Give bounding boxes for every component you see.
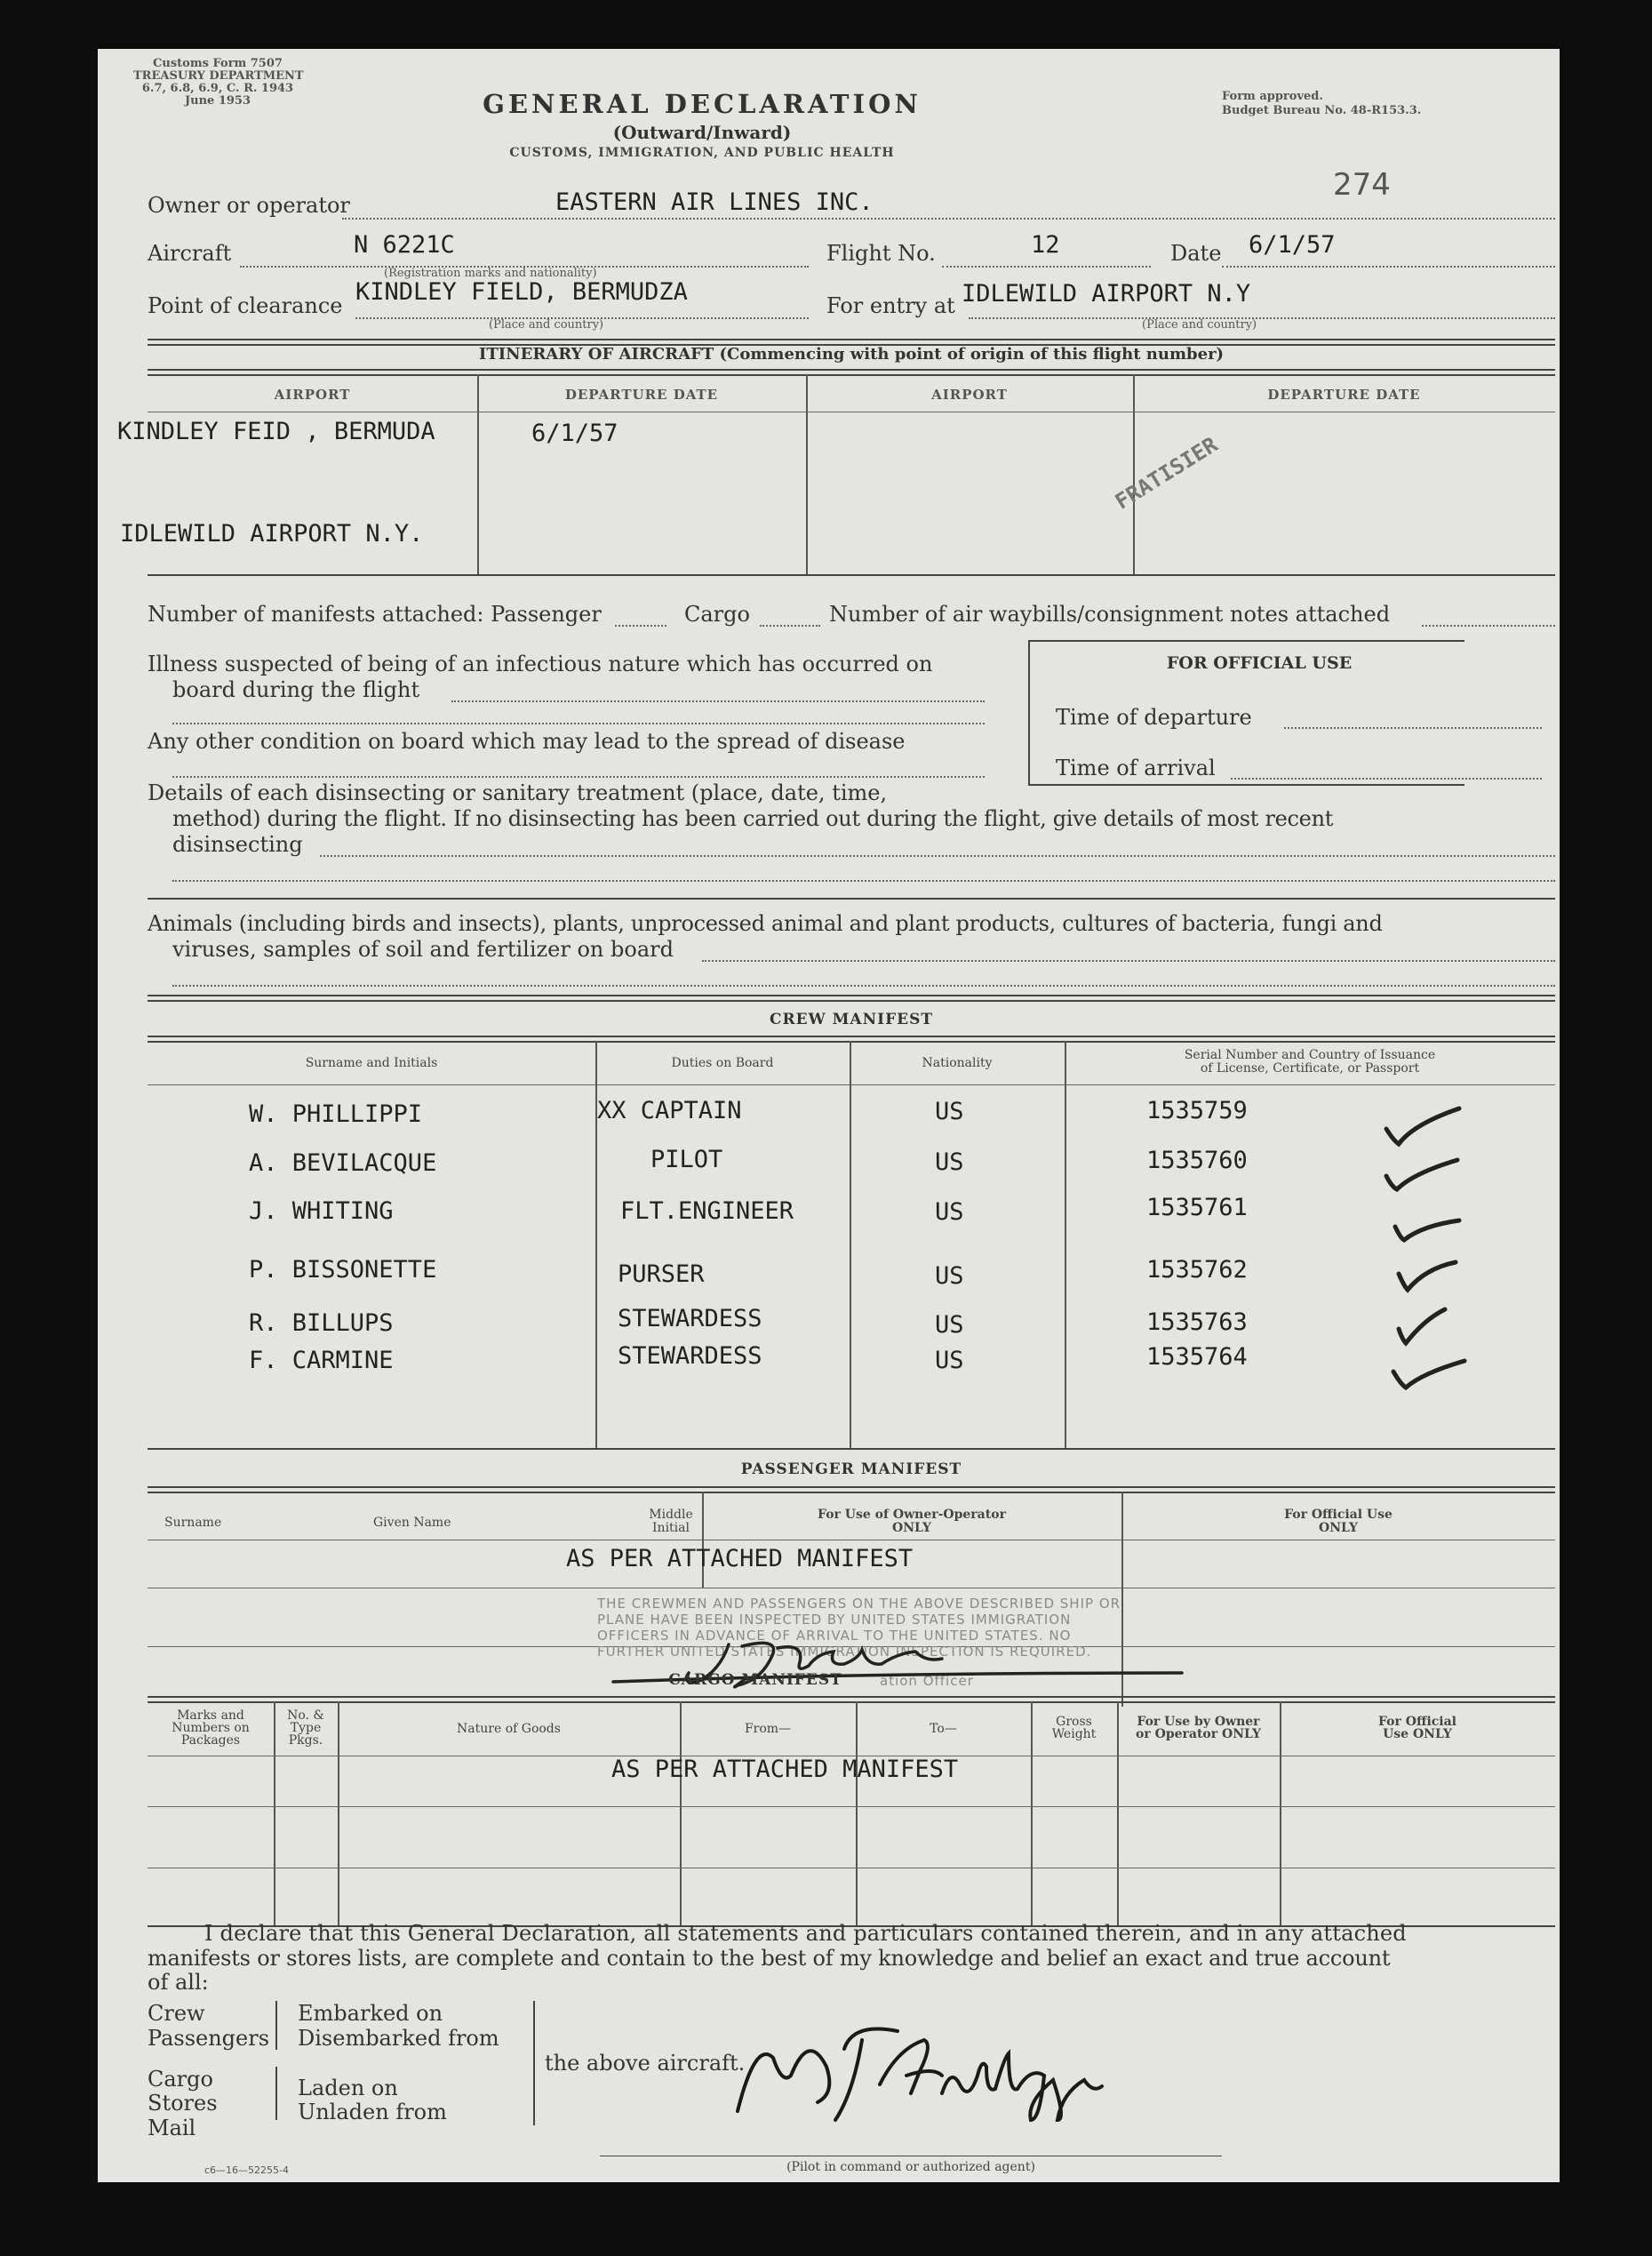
declaration-brace [533, 2001, 535, 2125]
cargo-count-line [760, 625, 820, 627]
illness-question-cont: board during the flight [172, 677, 420, 702]
declaration-line: of all: [148, 1970, 209, 1995]
page-subtitle: (Outward/Inward) [612, 122, 792, 143]
crew-duty: STEWARDESS [618, 1342, 762, 1370]
crew-nationality: US [935, 1198, 964, 1226]
col-airport-left: AIRPORT [274, 387, 351, 403]
animals-answer-line [172, 985, 1555, 987]
crew-serial: 1535759 [1146, 1097, 1248, 1124]
aircraft-note: (Registration marks and nationality) [384, 267, 597, 280]
disinsecting-answer-line [172, 880, 1555, 882]
crew-duty: XX CAPTAIN [597, 1097, 742, 1124]
crew-name: W. PHILLIPPI [249, 1100, 423, 1128]
col-official-use [1121, 1508, 1555, 1535]
col-departure-right: DEPARTURE DATE [1267, 387, 1421, 403]
stamp-line: THE CREWMEN AND PASSENGERS ON THE ABOVE DESCRIBED SHIP OR [597, 1596, 1121, 1612]
illness-answer-line [451, 700, 985, 702]
crew-duty: PILOT [650, 1146, 723, 1173]
date-value: 6/1/57 [1249, 231, 1336, 259]
crew-nationality: US [935, 1311, 964, 1339]
form-sheet [98, 49, 1560, 2182]
crew-name: P. BISSONETTE [249, 1256, 437, 1284]
itinerary-origin-airport: KINDLEY FEID , BERMUDA [117, 418, 435, 445]
col-middle-initial [640, 1508, 702, 1535]
col-cargo-owner-line: For Use by Owner [1137, 1715, 1260, 1729]
check-mark-icon [1395, 1220, 1459, 1240]
col-marks-numbers [148, 1709, 274, 1747]
col-official-line: ONLY [1319, 1521, 1358, 1535]
itinerary-header-rule [148, 369, 1555, 376]
col-gross-line: Gross [1056, 1715, 1092, 1729]
col-departure-left: DEPARTURE DATE [564, 387, 719, 403]
agencies: CUSTOMS, IMMIGRATION, AND PUBLIC HEALTH [509, 146, 895, 160]
owner-label: Owner or operator [148, 193, 350, 218]
clearance-place-note: (Place and country) [489, 318, 604, 332]
aircraft-label: Aircraft [148, 241, 232, 266]
time-of-arrival-field[interactable] [1231, 778, 1542, 780]
stamp-line: FURTHER UNITED STATES IMMIGRATION INSPECTION IS REQUIRED. [597, 1644, 1092, 1660]
crew-name: F. CARMINE [249, 1347, 394, 1374]
declaration-laden: Laden on [298, 2076, 398, 2100]
cargo-header-rule [148, 1696, 1555, 1703]
cargo-count-label: Cargo [684, 602, 750, 627]
col-cargo-owner-line: or Operator ONLY [1136, 1727, 1261, 1741]
crew-check-marks [1360, 1071, 1555, 1444]
waybills-line [1422, 625, 1555, 627]
crew-nationality: US [935, 1098, 964, 1125]
col-serial-line: Serial Number and Country of Issuance [1184, 1048, 1436, 1062]
declaration-mail: Mail [148, 2116, 196, 2140]
col-duties: Duties on Board [671, 1056, 774, 1070]
col-cargo-owner-use [1117, 1716, 1280, 1740]
print-code: c6—16—52255-4 [204, 2164, 290, 2176]
itinerary-origin-date: 6/1/57 [531, 420, 619, 447]
check-mark-icon [1386, 1160, 1457, 1189]
col-cargo-official-line: For Official [1378, 1715, 1456, 1729]
illness-question: Illness suspected of being of an infectious nature which has occurred on [148, 652, 933, 676]
declaration-brace [275, 2001, 277, 2050]
time-of-departure-label: Time of departure [1056, 705, 1252, 730]
col-gross-line: Weight [1051, 1727, 1097, 1741]
col-marks-line: Marks and [177, 1708, 244, 1723]
col-official-line: For Official Use [1284, 1508, 1393, 1522]
col-number-type [274, 1709, 338, 1747]
col-nature-of-goods: Nature of Goods [457, 1722, 561, 1736]
animals-question: Animals (including birds and insects), plants, unprocessed animal and plant products, cultures of bacteria, fungi and [148, 911, 1383, 936]
itinerary-divider [806, 374, 808, 574]
col-owner-operator [702, 1508, 1121, 1535]
col-cargo-official-line: Use ONLY [1383, 1727, 1452, 1741]
col-marks-line: Numbers on [172, 1721, 250, 1735]
disinsecting-question: Details of each disinsecting or sanitary treatment (place, date, time, [148, 780, 888, 805]
passenger-header-rule [148, 1486, 1555, 1493]
col-from: From— [744, 1722, 792, 1736]
col-serial-line: of License, Certificate, or Passport [1200, 1061, 1420, 1076]
page-title: GENERAL DECLARATION [483, 89, 922, 119]
animals-answer-line [702, 960, 1555, 962]
passenger-title: PASSENGER MANIFEST [740, 1460, 962, 1478]
manifests-label: Number of manifests attached: Passenger [148, 602, 602, 627]
handwritten-number: 274 [1333, 167, 1391, 203]
col-cargo-official-use [1280, 1716, 1555, 1740]
department: TREASURY DEPARTMENT [133, 69, 304, 83]
crew-duty: FLT.ENGINEER [620, 1197, 794, 1225]
col-gross-weight [1031, 1716, 1117, 1740]
col-number-line: Type [290, 1721, 322, 1735]
col-passenger-given-name: Given Name [373, 1516, 451, 1530]
itinerary-destination-airport: IDLEWILD AIRPORT N.Y. [120, 520, 424, 548]
entry-place-note: (Place and country) [1142, 318, 1257, 332]
pilot-signature [720, 2004, 1289, 2147]
crew-serial: 1535762 [1146, 1256, 1248, 1284]
animals-question-cont: viruses, samples of soil and fertilizer on board [172, 937, 674, 962]
crew-top-rule [148, 995, 1555, 1002]
budget-bureau-number: Budget Bureau No. 48-R153.3. [1222, 104, 1422, 117]
owner-value: EASTERN AIR LINES INC. [555, 188, 874, 216]
declaration-unladen: Unladen from [298, 2100, 447, 2124]
col-passenger-surname: Surname [164, 1516, 222, 1530]
form-approval [1222, 90, 1421, 118]
flight-label: Flight No. [826, 241, 936, 266]
waybills-label: Number of air waybills/consignment notes attached [829, 602, 1391, 627]
disinsecting-answer-line [320, 855, 1555, 857]
stamp-line: OFFICERS IN ADVANCE OF ARRIVAL TO THE UNITED STATES. NO [597, 1628, 1072, 1644]
passenger-count-line [615, 625, 666, 627]
declaration-line: manifests or stores lists, are complete and contain to the best of my knowledge and belief an exact and true account [148, 1946, 1391, 1971]
declaration-crew: Crew [148, 2001, 205, 2026]
itinerary-bottom-rule [148, 574, 1555, 576]
clearance-label: Point of clearance [148, 293, 343, 318]
crew-name: J. WHITING [249, 1197, 394, 1225]
crew-divider [850, 1041, 851, 1448]
crew-nationality: US [935, 1148, 964, 1176]
crew-nationality: US [935, 1262, 964, 1290]
declaration-brace [275, 2067, 277, 2120]
crew-divider [1065, 1041, 1066, 1448]
owner-line [342, 218, 1555, 220]
disinsecting-question-end: disinsecting [172, 832, 303, 857]
condition-question: Any other condition on board which may lead to the spread of disease [148, 729, 906, 754]
col-marks-line: Packages [180, 1733, 241, 1748]
crew-name: A. BEVILACQUE [249, 1149, 437, 1177]
passenger-typed-entry: AS PER ATTACHED MANIFEST [566, 1545, 914, 1572]
cargo-typed-entry: AS PER ATTACHED MANIFEST [611, 1756, 959, 1783]
col-number-line: No. & [287, 1708, 324, 1723]
declaration-cargo: Cargo [148, 2067, 213, 2092]
crew-serial: 1535760 [1146, 1147, 1248, 1174]
itinerary-divider [477, 374, 479, 574]
crew-duty: STEWARDESS [618, 1305, 762, 1332]
col-number-line: Pkgs. [288, 1733, 323, 1748]
declaration-passengers: Passengers [148, 2026, 270, 2051]
time-of-arrival-label: Time of arrival [1056, 756, 1216, 780]
crew-duty: PURSER [618, 1260, 705, 1288]
col-to: To— [930, 1722, 957, 1736]
check-mark-icon [1399, 1262, 1456, 1290]
crew-serial: 1535763 [1146, 1308, 1248, 1336]
cargo-title: CARGO MANIFEST [668, 1671, 842, 1689]
declaration-line: I declare that this General Declaration, all statements and particulars contained therein, and in any attached [204, 1921, 1407, 1946]
form-number: Customs Form 7507 [153, 57, 283, 70]
crew-bottom-rule [148, 1448, 1555, 1450]
crew-title: CREW MANIFEST [769, 1011, 934, 1028]
crew-column-rule [148, 1084, 1555, 1085]
condition-answer-line [172, 776, 985, 778]
health-rule [148, 898, 1555, 900]
col-nationality: Nationality [922, 1056, 993, 1070]
crew-serial: 1535761 [1146, 1194, 1248, 1221]
crew-serial: 1535764 [1146, 1343, 1248, 1371]
check-mark-icon [1393, 1361, 1464, 1388]
declaration-disembarked: Disembarked from [298, 2026, 499, 2051]
stamp-line: PLANE HAVE BEEN INSPECTED BY UNITED STATES IMMIGRATION [597, 1612, 1072, 1628]
entry-label: For entry at [826, 293, 955, 318]
col-airport-right: AIRPORT [931, 387, 1008, 403]
itinerary-stamp: FRATISIER [1111, 432, 1223, 515]
declaration-above-aircraft: the above aircraft. [545, 2051, 746, 2076]
flight-value: 12 [1031, 231, 1060, 259]
col-middle-line: Middle [649, 1508, 693, 1522]
cargo-row-rule [148, 1806, 1555, 1807]
aircraft-value: N 6221C [354, 231, 455, 259]
date-line [1222, 266, 1555, 268]
immigration-officer-caption: ation Officer [880, 1673, 974, 1689]
crew-name: R. BILLUPS [249, 1309, 394, 1337]
crew-header-rule [148, 1036, 1555, 1043]
check-mark-icon [1386, 1108, 1459, 1144]
col-middle-line: Initial [652, 1521, 690, 1535]
flight-line [942, 266, 1151, 268]
disinsecting-question-cont: method) during the flight. If no disinsecting has been carried out during the flight, give details of most recent [172, 806, 1334, 831]
declaration-stores: Stores [148, 2091, 218, 2116]
signature-caption: (Pilot in command or authorized agent) [786, 2160, 1035, 2174]
itinerary-divider [1133, 374, 1135, 574]
col-surname-initials: Surname and Initials [305, 1056, 438, 1070]
entry-line [969, 317, 1555, 319]
official-use-title: FOR OFFICIAL USE [1166, 653, 1353, 673]
col-owner-line: ONLY [892, 1521, 931, 1535]
declaration-embarked: Embarked on [298, 2001, 443, 2026]
date-label: Date [1170, 241, 1222, 266]
time-of-departure-field[interactable] [1284, 727, 1542, 729]
clearance-value: KINDLEY FIELD, BERMUDZA [355, 278, 688, 306]
approval-line: Form approved. [1222, 90, 1323, 103]
itinerary-title: ITINERARY OF AIRCRAFT (Commencing with point of origin of this flight number) [478, 345, 1225, 364]
crew-nationality: US [935, 1347, 964, 1374]
form-number-block [133, 58, 302, 108]
regulation: 6.7, 6.8, 6.9, C. R. 1943 [141, 82, 294, 95]
check-mark-icon [1399, 1309, 1445, 1343]
form-date: June 1953 [184, 94, 251, 108]
col-owner-line: For Use of Owner-Operator [818, 1508, 1006, 1522]
entry-value: IDLEWILD AIRPORT N.Y [962, 280, 1251, 308]
illness-answer-line [172, 723, 985, 724]
